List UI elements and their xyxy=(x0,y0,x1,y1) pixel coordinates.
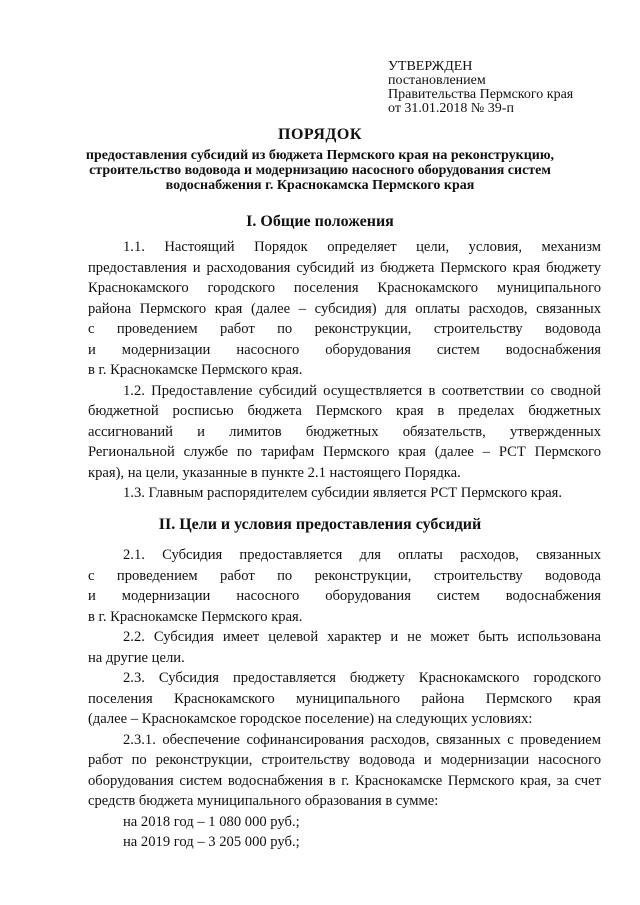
paragraph-line: работ по реконструкции, строительству водовода и модернизации насосного xyxy=(88,752,601,768)
paragraph-line: ассигнований и лимитов бюджетных обязательств, утвержденных xyxy=(88,423,601,440)
paragraph-line: средств бюджета муниципального образования в сумме: xyxy=(88,793,439,809)
approval-date: от 31.01.2018 № 39-п xyxy=(388,101,514,116)
paragraph-line: Краснокамского городского поселения Краснокамского муниципального xyxy=(88,280,601,296)
paragraph-line: в г. Краснокамске Пермского края. xyxy=(88,608,303,625)
document-title: ПОРЯДОК xyxy=(278,126,362,143)
paragraph-line: района Пермского края (далее – субсидия) для оплаты расходов, связанных xyxy=(88,300,601,317)
section-2-body xyxy=(88,545,601,853)
document-subtitle xyxy=(0,148,640,193)
paragraph-line: бюджетной росписью бюджета Пермского края в пределах бюджетных xyxy=(88,403,601,419)
paragraph-line: на другие цели. xyxy=(88,649,185,666)
paragraph-line: 2.2. Субсидия имеет целевой характер и не может быть использована xyxy=(123,629,601,645)
section-heading-2: II. Цели и условия предоставления субсидий xyxy=(158,516,482,533)
approval-stamp xyxy=(388,60,573,116)
paragraph-line: (далее – Краснокамское городское поселение) на следующих условиях: xyxy=(88,711,533,727)
subtitle-line: предоставления субсидий из бюджета Пермского края на реконструкцию, xyxy=(85,148,555,163)
subtitle-line: строительство водовода и модернизацию насосного оборудования систем xyxy=(89,163,551,178)
paragraph-line: и модернизации насосного оборудования систем водоснабжения xyxy=(88,341,601,358)
subtitle-line: водоснабжения г. Краснокамска Пермского края xyxy=(165,178,475,193)
paragraph-line: 2.3.1. обеспечение софинансирования расходов, связанных с проведением xyxy=(123,731,601,748)
paragraph-line: поселения Краснокамского муниципального района Пермского края xyxy=(88,690,601,707)
paragraph-line: края), на цели, указанные в пункте 2.1 настоящего Порядка. xyxy=(88,464,461,481)
paragraph-line: 1.2. Предоставление субсидий осуществляется в соответствии со сводной xyxy=(123,382,601,399)
paragraph-line: 1.1. Настоящий Порядок определяет цели, условия, механизм xyxy=(123,239,601,255)
section-heading-1: I. Общие положения xyxy=(246,213,394,230)
paragraph-line: в г. Краснокамске Пермского края. xyxy=(88,362,303,378)
funding-2019-line: на 2019 год – 3 205 000 руб.; xyxy=(123,834,300,850)
approval-line: постановлением xyxy=(388,73,486,88)
paragraph-line: оборудования систем водоснабжения в г. Краснокамске Пермского края, за счет xyxy=(88,772,601,789)
paragraph-line: предоставления и расходования субсидий из бюджета Пермского края бюджету xyxy=(88,259,601,276)
funding-2018-line: на 2018 год – 1 080 000 руб.; xyxy=(123,813,300,830)
paragraph-line: 1.3. Главным распорядителем субсидии является РСТ Пермского края. xyxy=(123,485,563,501)
section-1-body xyxy=(88,237,601,504)
paragraph-line: 2.1. Субсидия предоставляется для оплаты расходов, связанных xyxy=(123,547,601,563)
paragraph-line: с проведением работ по реконструкции, строительству водовода xyxy=(88,321,601,337)
paragraph-line: с проведением работ по реконструкции, строительству водовода xyxy=(88,567,601,584)
approval-heading: УТВЕРЖДЕН xyxy=(388,59,473,74)
approval-line: Правительства Пермского края xyxy=(388,87,574,102)
paragraph-line: 2.3. Субсидия предоставляется бюджету Краснокамского городского xyxy=(123,670,601,686)
paragraph-line: Региональной службе по тарифам Пермского края (далее – РСТ Пермского xyxy=(88,444,601,460)
paragraph-line: и модернизации насосного оборудования систем водоснабжения xyxy=(88,588,601,604)
